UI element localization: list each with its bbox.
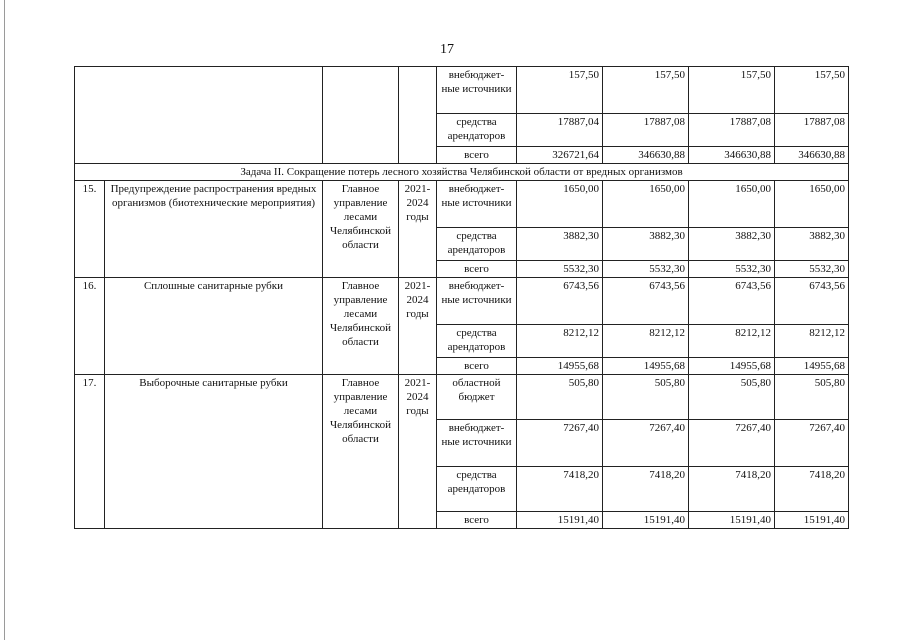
value-cell: 505,80 [775,375,849,420]
value-cell: 15191,40 [603,512,689,529]
value-cell: 14955,68 [689,358,775,375]
value-cell: 3882,30 [603,228,689,261]
value-cell: 15191,40 [775,512,849,529]
value-cell: 7418,20 [603,467,689,512]
value-cell: 15191,40 [689,512,775,529]
value-cell: 505,80 [603,375,689,420]
value-cell: 1650,00 [775,181,849,228]
value-cell: 6743,56 [517,278,603,325]
table-row [75,181,849,228]
value-cell: 14955,68 [517,358,603,375]
value-cell: 326721,64 [517,147,603,164]
source-cell: средства арендаторов [437,467,517,512]
value-cell: 346630,88 [775,147,849,164]
value-cell: 7267,40 [689,420,775,467]
value-cell: 8212,12 [603,325,689,358]
source-cell: средства арендаторов [437,325,517,358]
value-cell: 1650,00 [689,181,775,228]
value-cell: 17887,08 [775,114,849,147]
value-cell: 1650,00 [517,181,603,228]
value-cell: 6743,56 [775,278,849,325]
value-cell: 8212,12 [689,325,775,358]
empty-cell [323,67,399,164]
item-period: 2021-2024 годы [399,375,437,529]
value-cell: 7267,40 [775,420,849,467]
source-cell: внебюджет-ные источники [437,278,517,325]
value-cell: 5532,30 [775,261,849,278]
item-executor: Главное управление лесами Челябинской области [323,181,399,278]
value-cell: 3882,30 [517,228,603,261]
value-cell: 8212,12 [517,325,603,358]
value-cell: 14955,68 [775,358,849,375]
item-name: Предупреждение распространения вредных организмов (биотехнические мероприятия) [105,181,323,278]
value-cell: 17887,08 [603,114,689,147]
item-period: 2021-2024 годы [399,181,437,278]
value-cell: 505,80 [517,375,603,420]
page-number: 17 [440,42,454,57]
value-cell: 346630,88 [689,147,775,164]
source-cell: всего [437,147,517,164]
source-cell: средства арендаторов [437,228,517,261]
value-cell: 346630,88 [603,147,689,164]
source-cell: всего [437,358,517,375]
value-cell: 6743,56 [603,278,689,325]
value-cell: 7267,40 [517,420,603,467]
task-heading-row [75,164,849,181]
table-row [75,375,849,420]
value-cell: 505,80 [689,375,775,420]
empty-cell [75,67,323,164]
task-heading: Задача II. Сокращение потерь лесного хозяйства Челябинской области от вредных организмов [75,164,849,181]
value-cell: 5532,30 [689,261,775,278]
item-executor: Главное управление лесами Челябинской области [323,375,399,529]
value-cell: 17887,08 [689,114,775,147]
value-cell: 157,50 [603,67,689,114]
item-name: Сплошные санитарные рубки [105,278,323,375]
value-cell: 157,50 [689,67,775,114]
item-name: Выборочные санитарные рубки [105,375,323,529]
value-cell: 8212,12 [775,325,849,358]
value-cell: 14955,68 [603,358,689,375]
value-cell: 7418,20 [689,467,775,512]
item-number: 15. [75,181,105,278]
value-cell: 157,50 [775,67,849,114]
value-cell: 7418,20 [775,467,849,512]
table-row [75,278,849,325]
value-cell: 5532,30 [603,261,689,278]
value-cell: 1650,00 [603,181,689,228]
value-cell: 157,50 [517,67,603,114]
source-cell: всего [437,261,517,278]
value-cell: 5532,30 [517,261,603,278]
value-cell: 3882,30 [689,228,775,261]
empty-cell [399,67,437,164]
value-cell: 3882,30 [775,228,849,261]
item-number: 16. [75,278,105,375]
scan-edge-line [4,0,5,640]
source-cell: областной бюджет [437,375,517,420]
table-row [75,67,849,114]
item-executor: Главное управление лесами Челябинской области [323,278,399,375]
source-cell: внебюджет-ные источники [437,420,517,467]
source-cell: внебюджет-ные источники [437,67,517,114]
value-cell: 6743,56 [689,278,775,325]
source-cell: всего [437,512,517,529]
value-cell: 15191,40 [517,512,603,529]
value-cell: 17887,04 [517,114,603,147]
budget-table [74,66,849,529]
item-number: 17. [75,375,105,529]
item-period: 2021-2024 годы [399,278,437,375]
value-cell: 7418,20 [517,467,603,512]
source-cell: внебюджет-ные источники [437,181,517,228]
value-cell: 7267,40 [603,420,689,467]
source-cell: средства арендаторов [437,114,517,147]
